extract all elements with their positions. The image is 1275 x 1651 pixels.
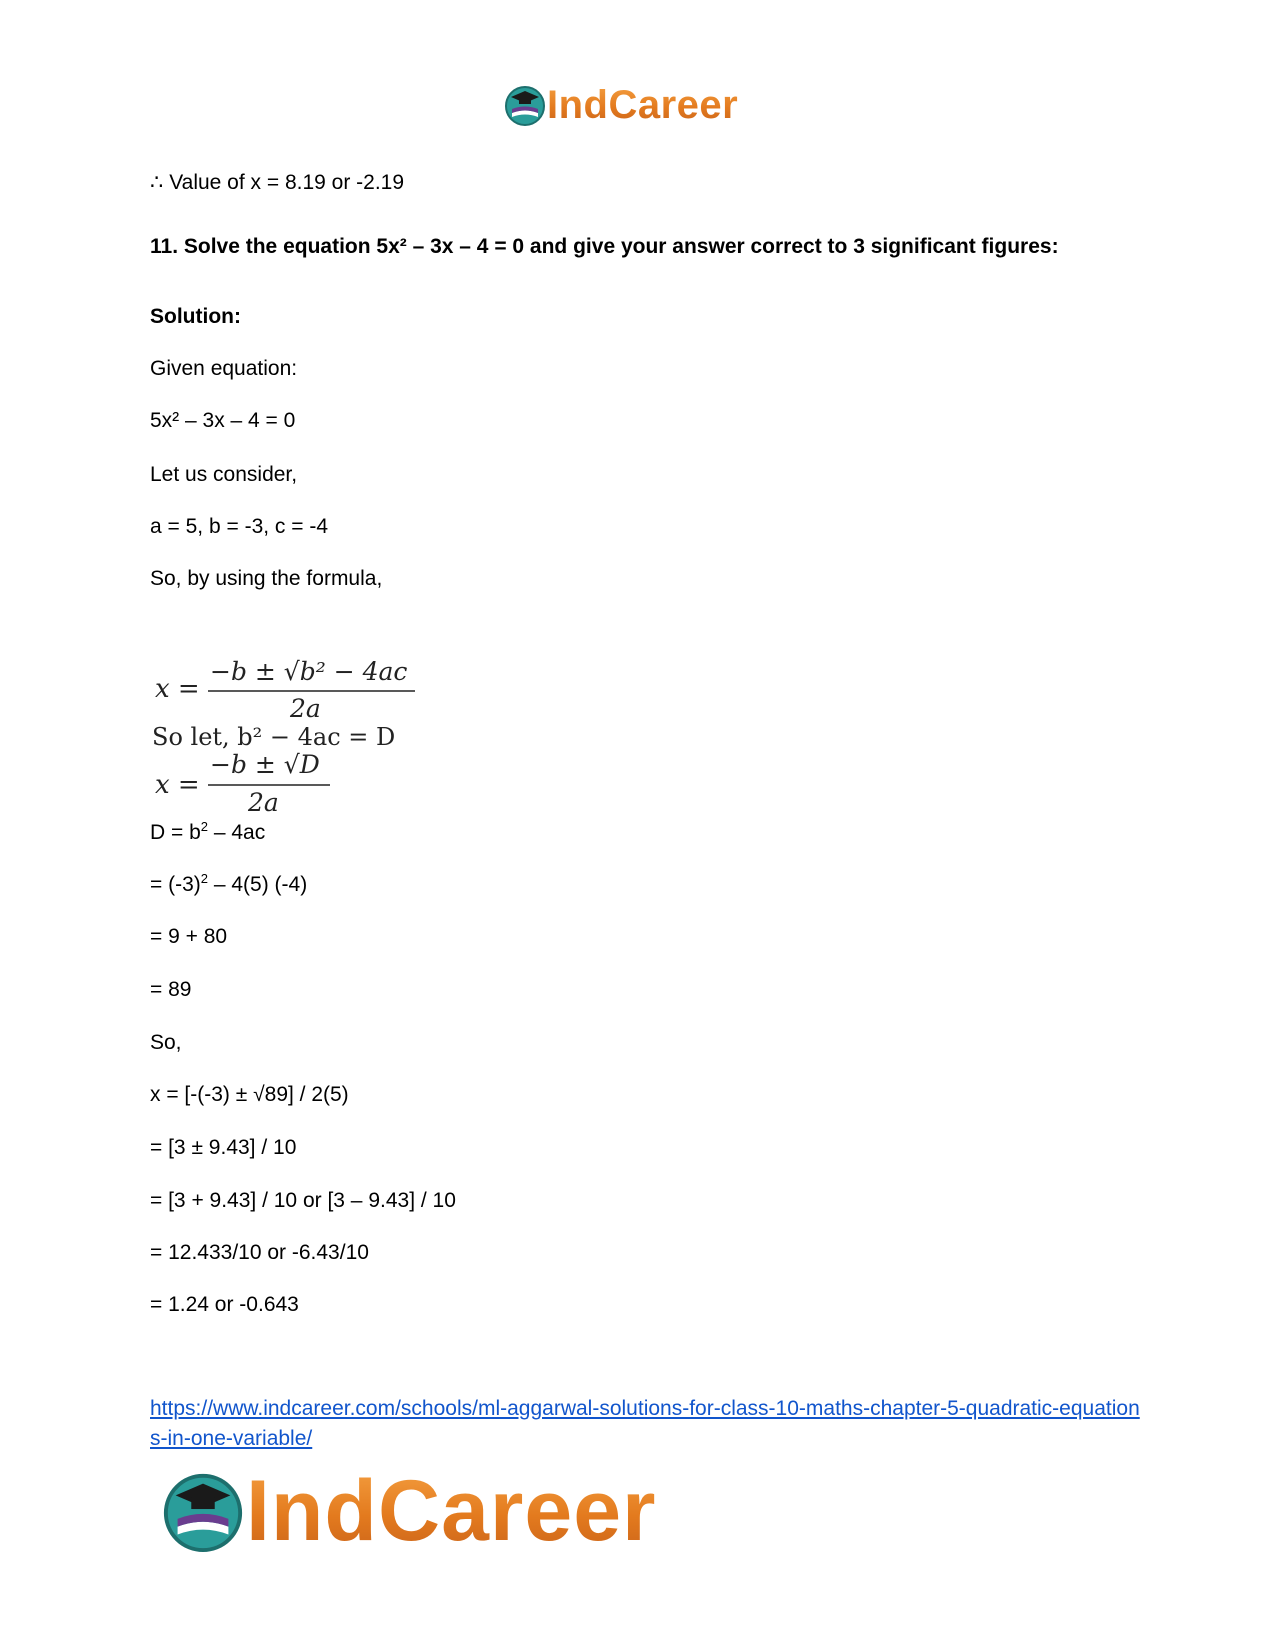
d-step1-prefix: = (-3)	[150, 873, 201, 896]
footer-logo	[160, 1462, 657, 1559]
source-link[interactable]: https://www.indcareer.com/schools/ml-aggarwal-solutions-for-class-10-maths-chapter-5-quadratic-equations-in-one-variable/	[150, 1397, 1140, 1450]
formula-let-text: So let, b² − 4ac = D	[152, 723, 396, 751]
formula-x-equals-1: x =	[155, 674, 200, 704]
solution-label: Solution:	[150, 305, 241, 328]
d-step1-suffix: – 4(5) (-4)	[208, 873, 308, 896]
formula-numerator-1: −b ± √b² − 4ac	[210, 657, 408, 686]
superscript-two: 2	[200, 871, 208, 886]
quadratic-formula-image	[150, 655, 430, 830]
discriminant-step-1	[150, 872, 307, 898]
formula-denominator-1: 2a	[290, 694, 321, 723]
consider-line: Let us consider,	[150, 463, 298, 486]
discriminant-step-2: = 9 + 80	[150, 925, 228, 948]
therefore-line: ∴ Value of x = 8.19 or -2.19	[150, 171, 405, 194]
d-def-suffix: – 4ac	[208, 821, 266, 844]
given-label: Given equation:	[150, 357, 298, 380]
x-step-1: x = [-(-3) ± √89] / 2(5)	[150, 1083, 349, 1106]
x-step-3: = [3 + 9.43] / 10 or [3 – 9.43] / 10	[150, 1189, 456, 1212]
question-heading: 11. Solve the equation 5x² – 3x – 4 = 0 and give your answer correct to 3 significant figures:	[150, 235, 1059, 258]
superscript-two: 2	[200, 819, 209, 834]
graduation-book-icon	[503, 83, 547, 127]
formula-intro-line: So, by using the formula,	[150, 567, 383, 590]
formula-denominator-2: 2a	[248, 788, 279, 817]
x-step-2: = [3 ± 9.43] / 10	[150, 1136, 297, 1159]
logo-wordmark: IndCareer	[547, 82, 739, 127]
equation-line: 5x² – 3x – 4 = 0	[150, 409, 296, 432]
coefficients-line: a = 5, b = -3, c = -4	[150, 515, 329, 538]
x-step-4: = 12.433/10 or -6.43/10	[150, 1241, 369, 1264]
discriminant-step-3: = 89	[150, 978, 192, 1001]
graduation-book-icon	[160, 1468, 246, 1554]
so-line: So,	[150, 1031, 182, 1054]
d-def-prefix: D = b	[150, 821, 201, 844]
header-logo	[503, 80, 738, 130]
formula-numerator-2: −b ± √D	[210, 750, 320, 779]
logo-wordmark: IndCareer	[246, 1462, 657, 1559]
formula-x-equals-2: x =	[155, 770, 200, 800]
x-step-5: = 1.24 or -0.643	[150, 1293, 299, 1316]
